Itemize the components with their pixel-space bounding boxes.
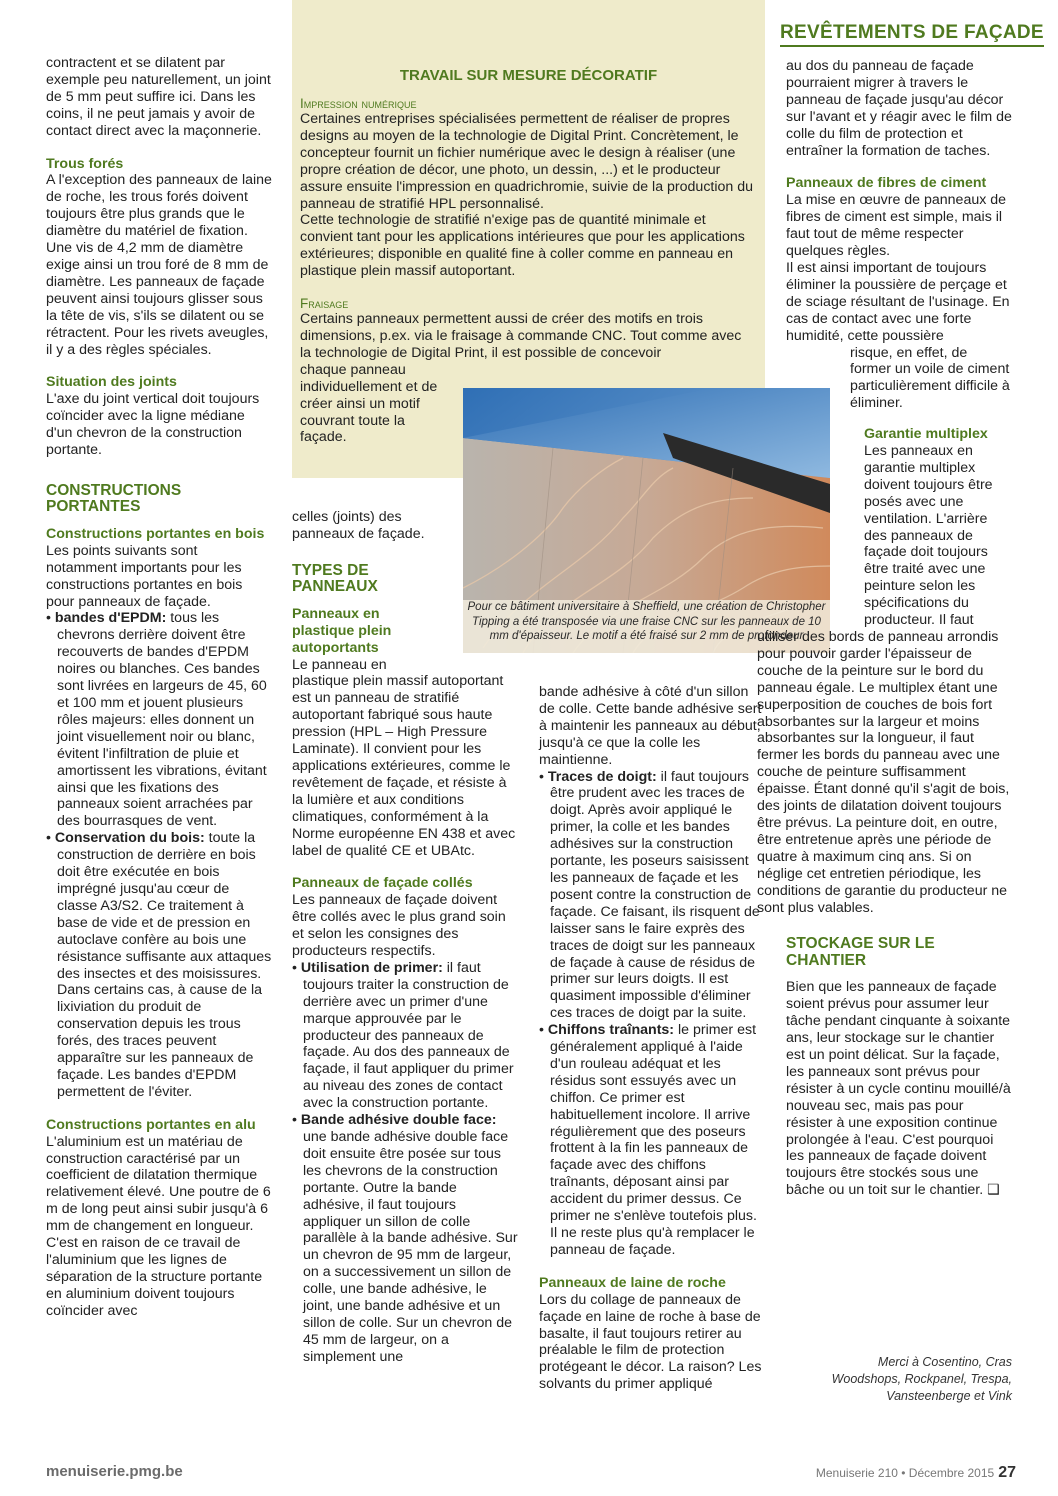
bullet-epdm: • bandes d'EPDM: tous les chevrons derrière doivent être recouverts de bandes d'EPDM noires ou blanches. Ces bandes sont livrées en largeurs de 45, 60 et 100 mm et jouent plusieurs rôles majeurs: elles donnent un joint visuellement noir ou blanc, évitent l'infiltration de pluie et amortissent les vibrations, évitant ainsi que les fixations des panneaux soient arrachées par des bourrasques de vent. [46, 610, 267, 830]
footer-website-link[interactable]: menuiserie.pmg.be [46, 1463, 183, 1480]
column-1 [46, 55, 272, 1320]
heading-constructions-portantes: CONSTRUCTIONS PORTANTES [46, 481, 182, 516]
box-paragraph-3: Certains panneaux permettent aussi de créer des motifs en trois dimensions, p.ex. via le fraisage à commande CNC. Tout comme avec la technologie de Digital Print, il est possible de concevoir [300, 311, 742, 361]
acknowledgements: Merci à Cosentino, Cras Woodshops, Rockpanel, Trespa, Vansteenberge et Vink [831, 1355, 1012, 1403]
photo-caption: Pour ce bâtiment universitaire à Sheffield, une création de Christopher Tipping a été transposée via une fraise CNC sur les panneaux de 10 mm d'épaisseur. Le motif a été fraisé sur 2 mm de profondeur [463, 600, 830, 653]
col1-alu-text: L'aluminium est un matériau de construction caractérisé par un coefficient de dilatation thermique relativement élevé. Une poutre de 6 m de long peut ainsi subir jusqu'à 6 mm de changement en longueur. C'est en raison de ce travail de l'aluminium que les lignes de séparation de la structure portante en aluminium doivent toujours coïncider avec [46, 1133, 271, 1319]
bullet-bande-adhesive: • Bande adhésive double face: une bande adhésive double face doit ensuite être posée sur tous les chevrons de la construction portante. Outre la bande adhésive, il faut toujours appliquer un sillon de colle parallèle à la bande adhésive. Sur un chevron de 95 mm de largeur, on a successivement un sillon de colle, une bande adhésive, le joint, une bande adhésive et un sillon de colle. Sur un chevron de 45 mm de largeur, on a simplement une [292, 1112, 518, 1365]
col2-intro: celles (joints) des panneaux de façade. [292, 509, 425, 542]
heading-types-panneaux: TYPES DE PANNEAUX [292, 561, 378, 596]
bullet-epdm-text: tous les chevrons derrière doivent être recouverts de bandes d'EPDM noires ou blanches. Ces bandes sont livrées en largeurs de 45, 60 et 100 mm et jouent plusieurs rôles majeurs: elles donnent un joint visuellement noir ou blanc, évitent l'infiltration de pluie et amortissent les vibrations, évitant ainsi que les fixations des panneaux soient arrachées par des bourrasques de vent. [57, 610, 267, 830]
col1-situation-text: L'axe du joint vertical doit toujours coïncider avec la ligne médiane d'un chevron de la construction portante. [46, 391, 260, 459]
column-3 [539, 684, 765, 1393]
heading-constructions-bois: Constructions portantes en bois [46, 525, 265, 542]
box-subtitle-fraisage: Fraisage [300, 296, 349, 312]
col4-stockage-text: Bien que les panneaux de façade soient prévus pour assumer leur tâche pendant cinquante à soixante ans, leur stockage sur le chantier est un point délicat. Sur la façade, les panneaux sont prévus pour résister à un cycle continu mouillé/à nouveau sec, mais pas pour résister à une exposition continue prolongée à l'eau. C'est pourquoi les panneaux de façade doivent toujours être stockés sous une bâche ou un toit sur le chantier. ❑ [786, 979, 1011, 1199]
bullet-traces-title: Traces de doigt: [547, 768, 657, 785]
col3-intro: bande adhésive à côté d'un sillon de colle. Cette bande adhésive sert à maintenir les panneaux au début, jusqu'à ce que la colle les maintienne. [539, 684, 762, 768]
bullet-conservation: • Conservation du bois: toute la construction de derrière en bois doit être exécutée en bois imprégné jusqu'au cœur de classe A3/S2. Ce traitement à base de vide et de pression en autoclave confère au bois une résistance suffisante aux attaques des insectes et des moisissures. Dans certains cas, à cause de la lixiviation du produit de conservation depuis les trous forés, des traces peuvent apparaître sur les panneaux de façade. Les bandes d'EPDM permettent de l'éviter. [46, 830, 272, 1100]
page-number: 27 [998, 1464, 1016, 1481]
col1-intro: contractent et se dilatent par exemple peu naturellement, un joint de 5 mm peut suffire ici. Dans les coins, il ne peut jamais y avoir de contact direct avec la maçonnerie. [46, 55, 271, 139]
bullet-traces-text: il faut toujours être prudent avec les traces de doigt. Après avoir appliqué le primer, la colle et les bandes adhésives sur la construction portante, les poseurs saisissent les panneaux de façade et les posent contre la construction de façade. Ce faisant, ils risquent de laisser sans le faire exprès des traces de doigt sur les panneaux de façade à cause de résidus de primer sur leurs doigts. Il est quasiment impossible d'éliminer ces traces de doigt par la suite. [550, 768, 760, 1022]
heading-constructions-alu: Constructions portantes en alu [46, 1116, 256, 1133]
footer-issue [816, 1464, 1016, 1482]
col2-plein-text-b: plastique plein massif autoportant est un panneau de stratifié autoportant fabriqué sous haute pression (HPL – High Pressure Laminate). Il convient pour les applications extérieures, comme le revêtement de façade, et résiste à la lumière et aux conditions climatiques, conformément à la Norme européenne EN 438 et avec label de qualité CE et UBAtc. [292, 673, 516, 859]
box-paragraph-2: Cette technologie de stratifié n'exige pas de quantité minimale et convient tant pour les applications intérieures que pour les applications extérieures; disponible en qualité fine à coller comme en panneau en plastique plein massif autoportant. [300, 212, 745, 280]
col2-plein-text-a: Le panneau en [292, 656, 387, 673]
col2-colles-text: Les panneaux de façade doivent être collés avec le plus grand soin et selon les consignes des producteurs respectifs. [292, 892, 506, 960]
bullet-traces-doigt: • Traces de doigt: il faut toujours être prudent avec les traces de doigt. Après avoir appliqué le primer, la colle et les bandes adhésives sur la construction portante, les poseurs saisissent les panneaux de façade et les posent contre la construction de façade. Ce faisant, ils risquent de laisser sans le faire exprès des traces de doigt sur les panneaux de façade à cause de résidus de primer sur leurs doigts. Il est quasiment impossible d'éliminer ces traces de doigt par la suite. [539, 768, 760, 1022]
col4-garantie-text-b: utiliser des bords de panneau arrondis pour pouvoir garder l'épaisseur de couche de la peinture sur le bord du panneau égale. Le multiplex étant une superposition de couches de bois fort absorbantes sur la largeur et moins absorbantes sur la longueur, il faut fermer les bords du panneau avec une couche de peinture suffisamment épaisse. Étant donné qu'il s'agit de bois, des joints de dilatation doivent toujours être prévus. La peinture doit, en outre, être entretenue après une période de quatre à maximum cinq ans. Si on néglige cet entretien périodique, les conditions de garantie du producteur ne sont plus valables. [757, 629, 1010, 916]
section-header: REVÊTEMENTS DE FAÇADE [780, 22, 1044, 47]
col1-bois-text: Les points suivants sont notamment importants pour les constructions portantes en bois pour panneaux de façade. [46, 542, 243, 610]
bullet-conservation-title: Conservation du bois: [54, 830, 205, 847]
bullet-epdm-title: bandes d'EPDM: [54, 610, 167, 627]
bullet-conservation-text: toute la construction de derrière en bois doit être exécutée en bois imprégné jusqu'au cœur de classe A3/S2. Ce traitement à base de vide et de pression en autoclave confère au bois une résistance suffisante aux attaques des insectes et des moisissures. Dans certains cas, à cause de la lixiviation du produit de conservation depuis les trous forés, des traces peuvent apparaître sur les panneaux de façade. Les bandes d'EPDM permettent de l'éviter. [57, 830, 272, 1100]
footer-issue-text: Menuiserie 210 • Décembre 2015 [815, 1466, 995, 1480]
column-2 [292, 509, 518, 1366]
heading-fibres-ciment: Panneaux de fibres de ciment [786, 175, 987, 192]
bullet-chiffons-text: le primer est généralement appliqué à l'aide d'un rouleau adéquat et les résidus sont essuyés avec un chiffon. Ce primer est habituellement incolore. Il arrive régulièrement que des poseurs frottent à la fin les panneaux de façade avec des chiffons traînants, déposant ainsi par accident du primer dessus. Ce primer ne s'enlève toutefois plus. Il ne reste plus qu'à remplacer le panneau de façade. [550, 1022, 757, 1258]
col4-ciment-text-2a: Il est ainsi important de toujours éliminer la poussière de perçage et de sciage résultant de l'usinage. En cas de contact avec une forte humidité, cette poussière [786, 259, 1010, 344]
heading-garantie-multiplex: Garantie multiplex [864, 426, 988, 443]
bullet-primer: • Utilisation de primer: il faut toujours traiter la construction de derrière avec un primer d'une marque approuvée par le producteur des panneaux de façade. Au dos des panneaux de façade, il faut appliquer du primer au niveau des zones de contact avec la construction portante. [292, 959, 514, 1112]
heading-plastique-plein: Panneaux en plastique plein autoportants [292, 605, 392, 656]
box-paragraph-3b: chaque panneau individuellement et de créer ainsi un motif couvrant toute la façade. [300, 361, 438, 446]
box-title: TRAVAIL SUR MESURE DÉCORATIF [399, 67, 658, 84]
bullet-primer-text: il faut toujours traiter la construction de derrière avec un primer d'une marque approuvée par le producteur des panneaux de façade. Au dos des panneaux de façade, il faut appliquer du primer au niveau des zones de contact avec la construction portante. [303, 959, 514, 1112]
col4-ciment-text-2b: risque, en effet, de former un voile de ciment particulièrement difficile à éliminer. [850, 344, 1010, 412]
heading-trous-fores: Trous forés [46, 155, 124, 172]
heading-panneaux-colles: Panneaux de façade collés [292, 875, 473, 892]
column-4 [757, 58, 1012, 1199]
bullet-bande-text: une bande adhésive double face doit ensuite être posée sur tous les chevrons de la construction portante. Outre la bande adhésive, il faut toujours appliquer un sillon de colle parallèle à la bande adhésive. Sur un chevron de 95 mm de largeur, on a successivement un sillon de colle, une bande adhésive, le joint, une bande adhésive et un sillon de colle. Sur un chevron de 45 mm de largeur, on a simplement une [303, 1129, 518, 1365]
box-subtitle-impression: Impression numérique [300, 96, 417, 111]
col4-garantie-text-a: Les panneaux en garantie multiplex doivent toujours être posés avec une ventilation. L'arrière des panneaux de façade doit toujours être traité avec une peinture selon les spécifications du producteur. Il faut [864, 443, 993, 629]
bullet-chiffons-title: Chiffons traînants: [547, 1022, 675, 1039]
col4-intro: au dos du panneau de façade pourraient migrer à travers le panneau de façade jusqu'au décor sur l'avant et y réagir avec le film de colle du film de protection et entraîner la formation de taches. [786, 58, 1012, 159]
bullet-chiffons: • Chiffons traînants: le primer est généralement appliqué à l'aide d'un rouleau adéquat et les résidus sont essuyés avec un chiffon. Ce primer est habituellement incolore. Il arrive régulièrement que des poseurs frottent à la fin les panneaux de façade avec des chiffons traînants, déposant ainsi par accident du primer dessus. Ce primer ne s'enlève toutefois plus. Il ne reste plus qu'à remplacer le panneau de façade. [539, 1022, 757, 1258]
col4-ciment-text: La mise en œuvre de panneaux de fibres de ciment est simple, mais il faut tout de même respecter quelques règles. [786, 192, 1007, 260]
bullet-bande-title: Bande adhésive double face: [300, 1112, 497, 1129]
heading-stockage: STOCKAGE SUR LE CHANTIER [786, 935, 935, 969]
heading-laine-roche: Panneaux de laine de roche [539, 1274, 726, 1291]
heading-situation-joints: Situation des joints [46, 374, 177, 391]
col1-trous-text: A l'exception des panneaux de laine de roche, les trous forés doivent toujours être plus grands que le diamètre du matériel de fixation. Une vis de 4,2 mm de diamètre exige ainsi un trou foré de 8 mm de diamètre. Les panneaux de façade peuvent ainsi toujours glisser sous la tête de vis, s'ils se dilatent ou se rétractent. Pour les rivets aveugles, il y a des règles spéciales. [46, 172, 272, 358]
bullet-primer-title: Utilisation de primer: [300, 959, 443, 976]
box-paragraph-1: Certaines entreprises spécialisées permettent de réaliser de propres designs au moyen de la technologie de Digital Print. Concrètement, le concepteur fournit un fichier numérique avec le design à réaliser (une propre création de décor, une photo, un dessin, ...) et le producteur assure ensuite l'impression en quadrichromie, suivie de la production du panneau de stratifié HPL personnalisé. [300, 111, 754, 212]
col3-laine-text: Lors du collage de panneaux de façade en laine de roche à base de basalte, il faut toujours retirer au préalable le film de protection protégeant le décor. La raison? Les solvants du primer appliqué [539, 1291, 762, 1393]
